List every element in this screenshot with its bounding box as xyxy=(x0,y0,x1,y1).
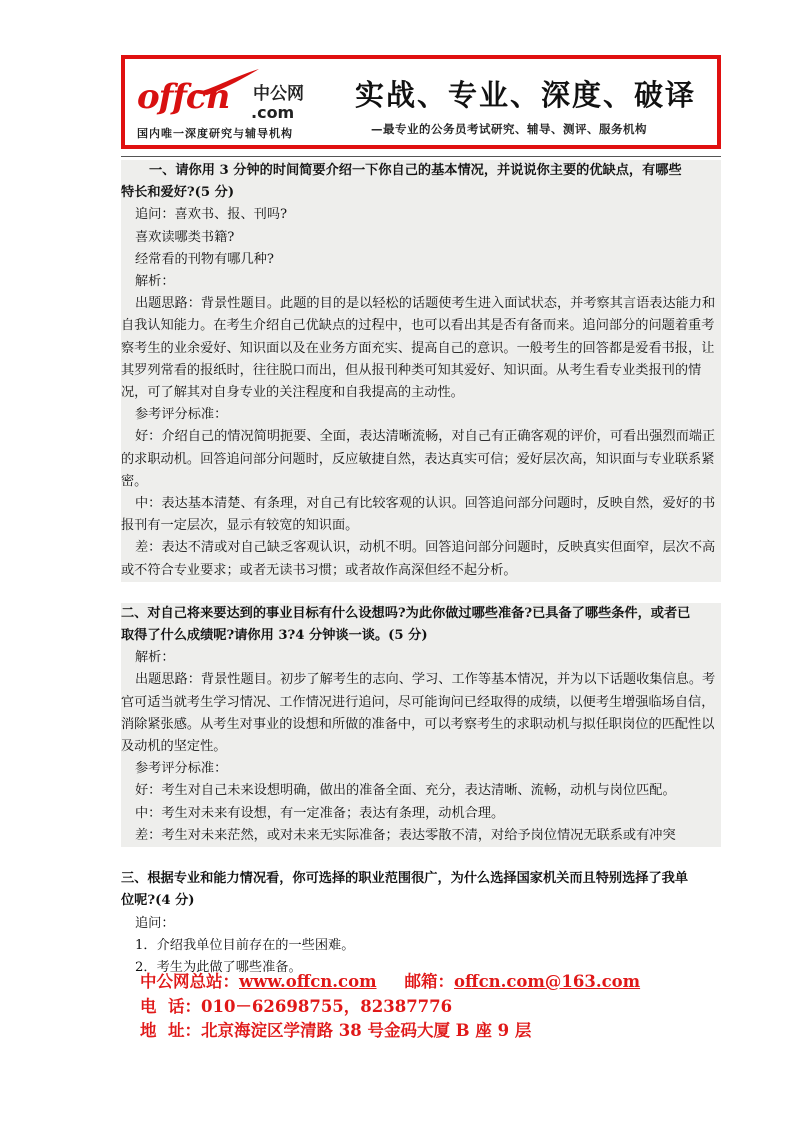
site-label: 中公网总站： xyxy=(140,972,239,991)
q1-followup3: 经常看的刊物有哪几种? xyxy=(135,251,274,267)
logo-text: offcn xyxy=(137,77,230,117)
q1-bad: 差：表达不清或对自己缺乏客观认识，动机不明。回答追问部分问题时，反映真实但面窄，层次不高或不符合专业要求；或者无读书习惯；或者故作高深但经不起分析。 xyxy=(121,540,716,578)
header-banner xyxy=(121,55,721,149)
q1-good: 好：介绍自己的情况简明扼要、全面，表达清晰流畅，对自己有正确客观的评价，可看出强烈而端正的求职动机。回答追问部分问题时，反应敏捷自然，表达真实可信；爱好层次高，知识面与专业联系紧密。 xyxy=(121,429,716,489)
slogan: 实战、专业、深度、破译 xyxy=(355,78,697,112)
footer-contact xyxy=(140,970,640,1044)
site-link[interactable]: www.offcn.com xyxy=(239,972,377,991)
q1-title-line1: 一、请你用 3 分钟的时间简要介绍一下你自己的基本情况，并说说你主要的优缺点，有哪些 xyxy=(149,163,682,178)
q3-title-line1: 三、根据专业和能力情况看，你可选择的职业范围很广，为什么选择国家机关而且特别选择了我单 xyxy=(121,871,689,887)
q2-good: 好：考生对自己未来设想明确，做出的准备全面、充分，表达清晰、流畅，动机与岗位匹配。 xyxy=(135,783,676,799)
spacer xyxy=(121,847,721,868)
mail-label: 邮箱： xyxy=(404,972,455,991)
footer-line-site xyxy=(140,970,640,995)
question-2 xyxy=(121,603,721,847)
q2-criteria-label: 参考评分标准： xyxy=(135,761,228,777)
logo-com: .com xyxy=(251,103,295,122)
offcn-logo xyxy=(133,65,343,145)
q2-title-line1: 二、对自己将来要达到的事业目标有什么设想吗?为此你做过哪些准备?已具备了哪些条件，或者已 xyxy=(121,605,691,621)
q2-mid: 中：考生对未来有设想，有一定准备；表达有条理，动机合理。 xyxy=(135,805,505,821)
q3-followup: 追问： xyxy=(135,915,175,931)
question-3 xyxy=(121,868,721,979)
q1-criteria-label: 参考评分标准： xyxy=(135,407,228,423)
header-rule xyxy=(121,156,721,157)
q2-title-line2: 取得了什么成绩呢?请你用 3?4 分钟谈一谈。(5 分) xyxy=(121,628,428,644)
q1-title-line2: 特长和爱好?(5 分) xyxy=(121,185,235,201)
q1-followup: 追问：喜欢书、报、刊吗? xyxy=(135,207,288,223)
q3-item2: 2．考生为此做了哪些准备。 xyxy=(135,959,302,975)
q1-followup2: 喜欢读哪类书籍? xyxy=(135,229,235,245)
footer-address: 地 址：北京海淀区学清路 38 号金码大厦 B 座 9 层 xyxy=(140,1021,532,1040)
q1-mid: 中：表达基本清楚、有条理，对自己有比较客观的认识。回答追问部分问题时，反映自然，爱好的书报刊有一定层次，显示有较宽的知识面。 xyxy=(121,496,716,534)
q2-analysis-label: 解析： xyxy=(135,650,175,666)
question-1 xyxy=(121,160,721,582)
q1-analysis-label: 解析： xyxy=(135,274,175,290)
document-body xyxy=(121,160,721,979)
logo-cn: 中公网 xyxy=(253,84,304,104)
mail-link[interactable]: offcn.com@163.com xyxy=(454,972,641,991)
q3-item1: 1．介绍我单位目前存在的一些困难。 xyxy=(135,937,355,953)
subslogan: —最专业的公务员考试研究、辅导、测评、服务机构 xyxy=(371,122,647,136)
q1-idea: 出题思路：背景性题目。此题的目的是以轻松的话题使考生进入面试状态，并考察其言语表达能力和自我认知能力。在考生介绍自己优缺点的过程中，也可以看出其是否有备而来。追问部分的问题着重考察考生的业余爱好、知识面以及在业务方面充实、提高自己的意识。一般考生的回答都是爱看书报，让其罗列常看的报纸时，往往脱口而出，但从报刊种类可知其爱好、知识面。从考生看专业类报刊的情况，可了解其对自身专业的关注程度和自我提高的主动性。 xyxy=(121,296,716,401)
footer-phone: 电 话：010－62698755，82387776 xyxy=(140,996,453,1016)
q2-bad: 差：考生对未来茫然，或对未来无实际准备；表达零散不清，对给予岗位情况无联系或有冲突 xyxy=(135,827,676,843)
logo-tagline: 国内唯一深度研究与辅导机构 xyxy=(137,127,293,140)
q2-idea: 出题思路：背景性题目。初步了解考生的志向、学习、工作等基本情况，并为以下话题收集信息。考官可适当就考生学习情况、工作情况进行追问，尽可能询问已经取得的成绩，以便考生增强临场自信，消除紧张感。从考生对事业的设想和所做的准备中，可以考察考生的求职动机与拟任职岗位的匹配性以及动机的坚定性。 xyxy=(121,672,716,755)
q3-title-line2: 位呢?(4 分) xyxy=(121,893,195,909)
spacer xyxy=(121,582,721,603)
